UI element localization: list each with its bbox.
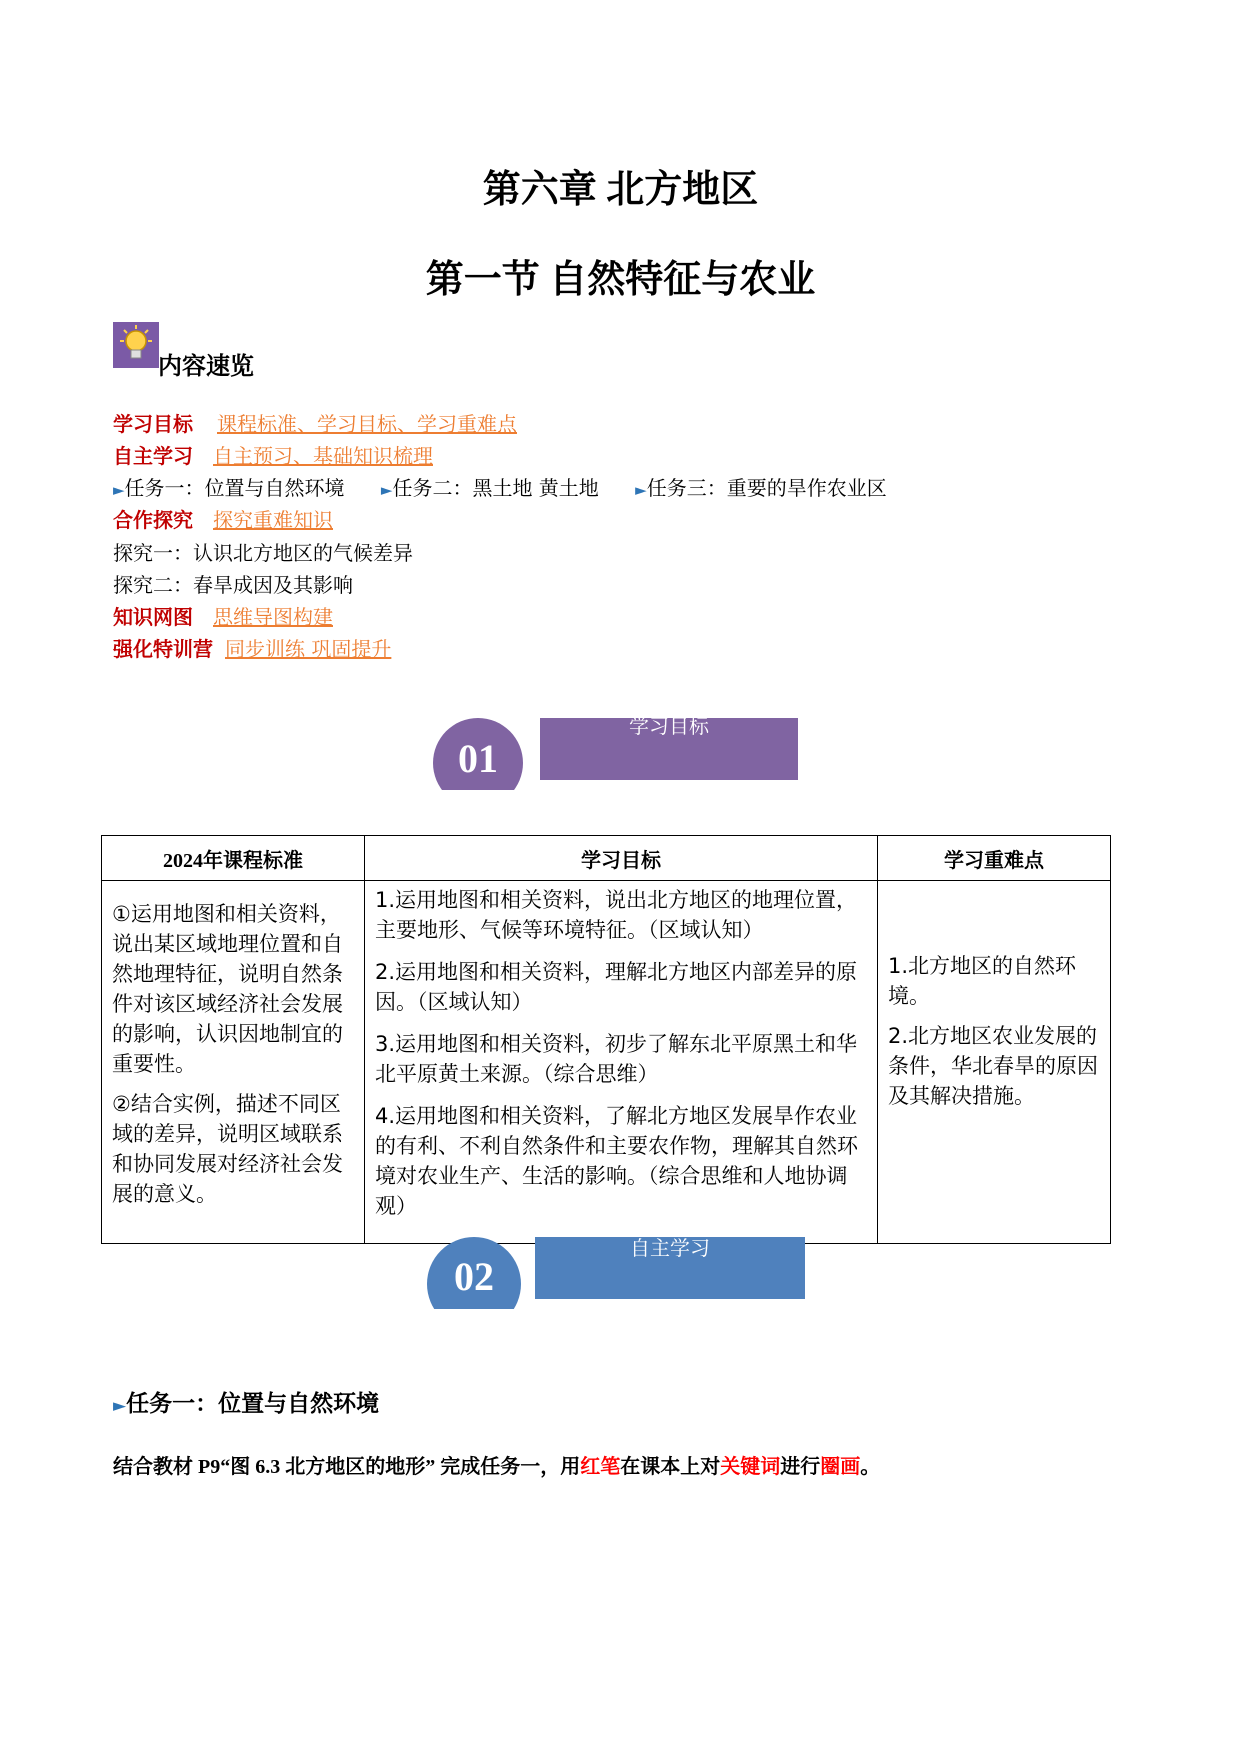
toc-task-3[interactable]: ►任务三：重要的旱作农业区 (635, 476, 887, 500)
task1-instruction: 结合教材 P9“图 6.3 北方地区的地形” 完成任务一，用红笔在课本上对关键词进行圈画。 (113, 1456, 881, 1478)
triangle-icon: ► (380, 481, 393, 499)
toc-row-explore (113, 504, 333, 533)
section-number: 01 (458, 736, 498, 781)
section-02-title: 自主学习 (630, 1236, 710, 1260)
standards-cell (102, 881, 365, 1244)
toc-link-goals[interactable]: 课程标准、学习目标、学习重难点 (217, 412, 517, 436)
toc-explore-1[interactable]: 探究一：认识北方地区的气候差异 (113, 541, 413, 565)
standard-item: ②结合实例，描述不同区域的差异，说明区域联系和协同发展对经济社会发展的意义。 (112, 1092, 343, 1206)
toc-link-training[interactable]: 同步训练 巩固提升 (225, 637, 392, 661)
section-01-badge (433, 718, 523, 790)
toc-label: 学习目标 (113, 412, 193, 436)
triangle-icon: ► (113, 481, 125, 499)
key-point-item: 2.北方地区农业发展的条件，华北春旱的原因及其解决措施。 (888, 1024, 1098, 1108)
toc-explore-2[interactable]: 探究二：春旱成因及其影响 (113, 573, 353, 597)
lightbulb-icon (113, 322, 159, 368)
goals-table (101, 835, 1111, 1244)
task1-heading: ►任务一：位置与自然环境 (113, 1391, 380, 1417)
chapter-title: 第六章 北方地区 (482, 169, 759, 211)
toc-link-mindmap[interactable]: 思维导图构建 (213, 605, 333, 629)
toc-label: 强化特训营 (113, 637, 213, 661)
section-02-badge (427, 1237, 521, 1309)
highlight-keywords: 关键词 (720, 1456, 781, 1478)
toc-task-1[interactable]: ►任务一：位置与自然环境 (113, 476, 345, 500)
header-objectives: 学习目标 (365, 836, 878, 881)
objective-item: 4.运用地图和相关资料，了解北方地区发展旱作农业的有利、不利自然条件和主要农作物，理解其自然环境对农业生产、生活的影响。（综合思维和人地协调观） (375, 1104, 858, 1218)
toc-label: 合作探究 (113, 508, 193, 532)
section-01-bar (540, 714, 798, 780)
section-01-title: 学习目标 (629, 714, 709, 738)
objectives-cell (365, 881, 878, 1244)
section-number: 02 (454, 1254, 494, 1299)
key-points-cell (878, 881, 1111, 1244)
key-point-item: 1.北方地区的自然环境。 (888, 954, 1077, 1008)
header-key-points: 学习重难点 (878, 836, 1111, 881)
toc-link-self-study[interactable]: 自主预习、基础知识梳理 (213, 444, 433, 468)
standard-item: ①运用地图和相关资料，说出某区域地理位置和自然地理特征，说明自然条件对该区域经济社会发展的影响，认识因地制宜的重要性。 (112, 902, 343, 1076)
overview-title: 内容速览 (158, 352, 254, 380)
objective-item: 3.运用地图和相关资料，初步了解东北平原黑土和华北平原黄土来源。（综合思维） (375, 1032, 858, 1086)
header-standard: 2024年课程标准 (102, 836, 365, 881)
section-02-bar (535, 1237, 805, 1299)
toc-row-self-study (113, 440, 433, 469)
objective-item: 2.运用地图和相关资料，理解北方地区内部差异的原因。（区域认知） (375, 960, 858, 1014)
triangle-icon: ► (113, 1396, 127, 1416)
toc-label: 自主学习 (113, 444, 193, 468)
toc-row-goals (113, 408, 517, 437)
highlight-circle: 圈画 (820, 1456, 861, 1478)
section-title: 第一节 自然特征与农业 (425, 259, 816, 301)
objective-item: 1.运用地图和相关资料，说出北方地区的地理位置，主要地形、气候等环境特征。（区域认知） (375, 888, 858, 942)
toc-label: 知识网图 (113, 605, 193, 629)
toc-row-mindmap (113, 601, 333, 630)
triangle-icon: ► (635, 481, 647, 499)
toc-tasks-row (113, 472, 917, 501)
toc-task-2[interactable]: ►任务二：黑土地 黄土地 (380, 476, 599, 500)
toc-link-explore[interactable]: 探究重难知识 (213, 508, 333, 532)
highlight-red-pen: 红笔 (580, 1456, 621, 1478)
toc-row-training (113, 633, 391, 662)
